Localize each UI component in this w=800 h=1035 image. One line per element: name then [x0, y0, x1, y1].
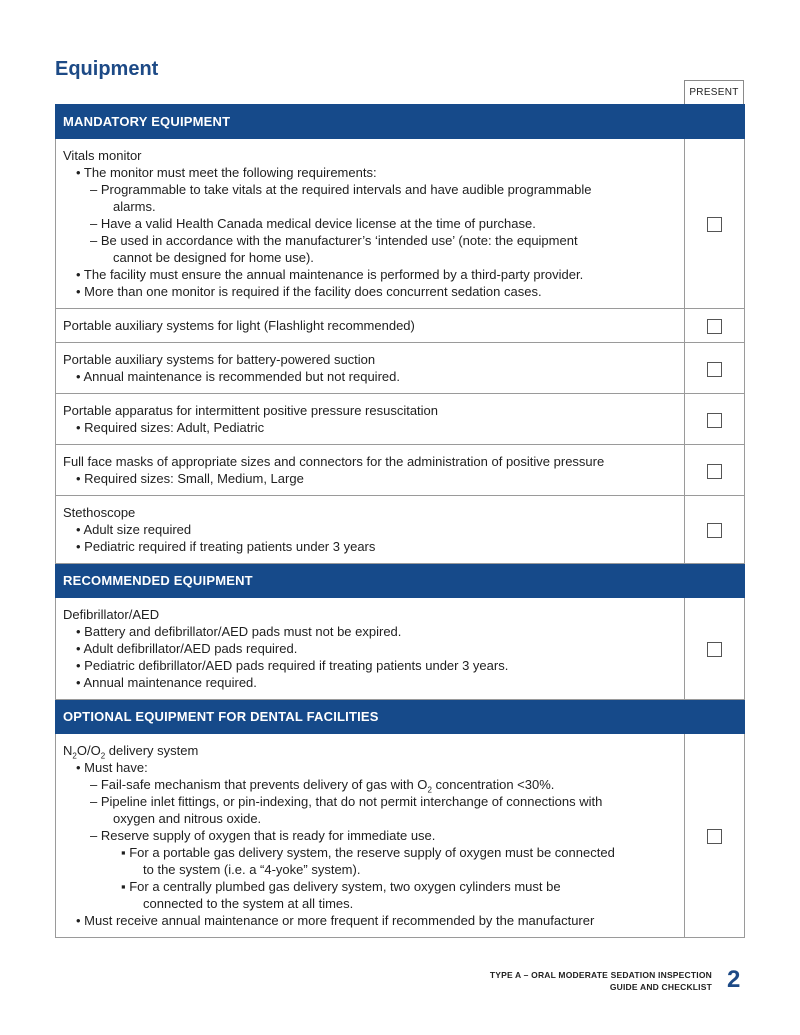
item-title: Portable auxiliary systems for light (Flashlight recommended)	[63, 318, 415, 333]
item-description-stethoscope	[56, 496, 685, 564]
sub-bullet: – Programmable to take vitals at the required intervals and have audible programmable	[90, 182, 592, 197]
section-header-recommended	[56, 564, 745, 598]
bullet: • Adult defibrillator/AED pads required.	[76, 641, 298, 656]
sub-bullet: – Fail-safe mechanism that prevents delivery of gas with $O_2$ concentration <30%.	[90, 777, 555, 795]
table-row	[56, 394, 745, 445]
checkbox-auxiliary-suction[interactable]	[707, 362, 722, 377]
bullet: • The facility must ensure the annual maintenance is performed by a third-party provider.	[76, 267, 584, 282]
sub-bullet: – Reserve supply of oxygen that is ready for immediate use.	[90, 828, 436, 843]
section-title: RECOMMENDED EQUIPMENT	[56, 564, 745, 598]
item-description-suction	[56, 343, 685, 394]
equipment-checklist-table	[55, 104, 745, 938]
section-title: MANDATORY EQUIPMENT	[56, 105, 745, 139]
bullet: • The monitor must meet the following requirements:	[76, 165, 377, 180]
table-row	[56, 496, 745, 564]
checkbox-defibrillator[interactable]	[707, 642, 722, 657]
bullet: • Pediatric required if treating patients under 3 years	[76, 539, 376, 554]
item-title: Vitals monitor	[63, 148, 142, 163]
item-description-resuscitation	[56, 394, 685, 445]
bullet: • Must receive annual maintenance or more frequent if recommended by the manufacturer	[76, 913, 595, 928]
bullet: • Annual maintenance required.	[76, 675, 257, 690]
sub-sub-bullet-cont: connected to the system at all times.	[143, 896, 354, 911]
table-row	[56, 445, 745, 496]
section-title: OPTIONAL EQUIPMENT FOR DENTAL FACILITIES	[56, 700, 745, 734]
item-description-vitals-monitor	[56, 139, 685, 309]
table-row	[56, 139, 745, 309]
item-description-face-masks	[56, 445, 685, 496]
item-title: $N_2O/O_2$ delivery system	[63, 743, 199, 761]
bullet: • Required sizes: Small, Medium, Large	[76, 471, 304, 486]
item-title: Stethoscope	[63, 505, 136, 520]
bullet: • Pediatric defibrillator/AED pads required if treating patients under 3 years.	[76, 658, 509, 673]
sub-sub-bullet: ▪ For a centrally plumbed gas delivery system, two oxygen cylinders must be	[121, 879, 561, 894]
checkbox-resuscitation-apparatus[interactable]	[707, 413, 722, 428]
sub-sub-bullet: ▪ For a portable gas delivery system, the reserve supply of oxygen must be connected	[121, 845, 615, 860]
sub-bullet: – Be used in accordance with the manufacturer’s ‘intended use’ (note: the equipment	[90, 233, 578, 248]
item-description-n2o-delivery	[56, 734, 685, 938]
checkbox-n2o-delivery-system[interactable]	[707, 829, 722, 844]
table-row	[56, 598, 745, 700]
bullet: • Battery and defibrillator/AED pads must not be expired.	[76, 624, 402, 639]
table-row	[56, 343, 745, 394]
table-row	[56, 309, 745, 343]
bullet: • More than one monitor is required if the facility does concurrent sedation cases.	[76, 284, 542, 299]
section-header-mandatory	[56, 105, 745, 139]
page-title: Equipment	[55, 58, 159, 80]
checkbox-vitals-monitor[interactable]	[707, 217, 722, 232]
sub-bullet-cont: cannot be designed for home use).	[113, 250, 314, 265]
footer-document-title: TYPE A – ORAL MODERATE SEDATION INSPECTION GUIDE AND CHECKLIST	[489, 970, 712, 992]
item-description-light	[56, 309, 685, 343]
checkbox-stethoscope[interactable]	[707, 523, 722, 538]
bullet: • Must have:	[76, 760, 148, 775]
section-header-optional	[56, 700, 745, 734]
sub-bullet: – Have a valid Health Canada medical device license at the time of purchase.	[90, 216, 536, 231]
sub-sub-bullet-cont: to the system (i.e. a “4-yoke” system).	[143, 862, 361, 877]
item-title: Defibrillator/AED	[63, 607, 160, 622]
bullet: • Adult size required	[76, 522, 192, 537]
sub-bullet-cont: alarms.	[113, 199, 156, 214]
item-title: Portable auxiliary systems for battery-powered suction	[63, 352, 376, 367]
table-row	[56, 734, 745, 938]
item-title: Portable apparatus for intermittent positive pressure resuscitation	[63, 403, 439, 418]
checkbox-auxiliary-light[interactable]	[707, 319, 722, 334]
item-title: Full face masks of appropriate sizes and connectors for the administration of positive pressure	[63, 454, 605, 469]
bullet: • Annual maintenance is recommended but not required.	[76, 369, 400, 384]
item-description-defibrillator	[56, 598, 685, 700]
present-column-header: PRESENT	[684, 80, 744, 104]
bullet: • Required sizes: Adult, Pediatric	[76, 420, 265, 435]
sub-bullet: – Pipeline inlet fittings, or pin-indexing, that do not permit interchange of connections with	[90, 794, 603, 809]
page-number: 2	[727, 966, 741, 993]
checkbox-face-masks[interactable]	[707, 464, 722, 479]
sub-bullet-cont: oxygen and nitrous oxide.	[113, 811, 262, 826]
